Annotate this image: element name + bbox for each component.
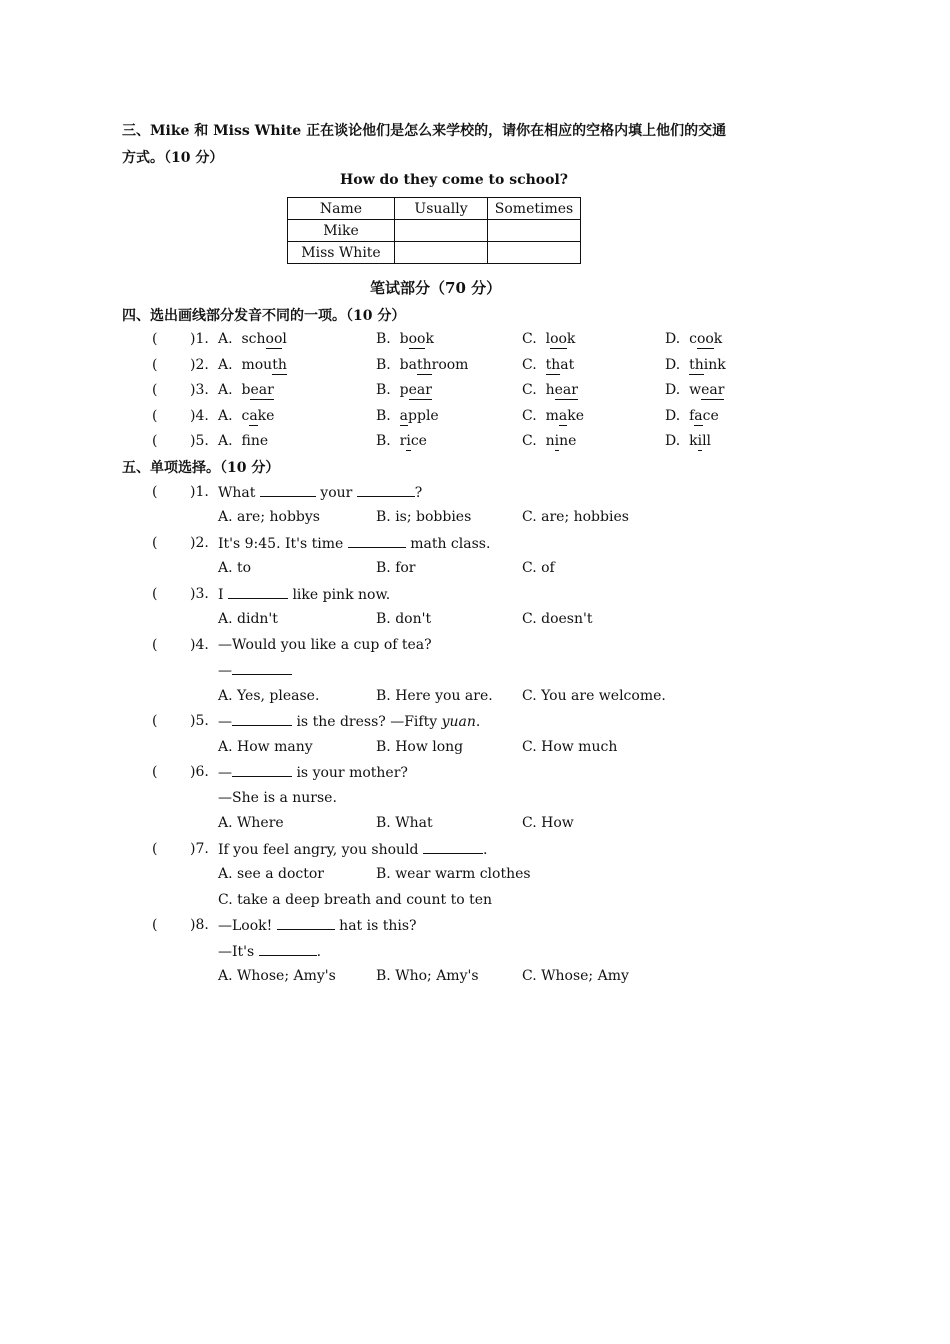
column-header-sometimes: Sometimes [488, 198, 581, 220]
table-header-row [288, 198, 581, 220]
option-c: C. hear [522, 382, 578, 398]
blank [232, 662, 292, 675]
option-c: C. Whose; Amy [522, 968, 629, 984]
option-b: B. wear warm clothes [376, 866, 531, 882]
option-b: B. bathroom [376, 356, 469, 373]
question-number: )4. [190, 407, 209, 424]
option-a: A. to [218, 560, 252, 576]
answer-cell[interactable] [395, 242, 488, 264]
blank [232, 713, 292, 726]
option-c: C. are; hobbies [522, 509, 629, 525]
option-a: A. are; hobbys [218, 509, 320, 525]
option-b: B. How long [376, 739, 464, 755]
blank [348, 535, 406, 548]
question-number: )2. [190, 535, 209, 551]
blank [228, 586, 288, 599]
option-b: B. book [376, 331, 434, 347]
option-c: C. look [522, 331, 576, 347]
response-line: —She is a nurse. [218, 790, 337, 806]
table-row [288, 220, 581, 242]
question-number: )1. [190, 484, 209, 500]
option-b: B. don't [376, 611, 432, 627]
option-b: B. rice [376, 433, 427, 449]
question-text: I like pink now. [218, 587, 391, 603]
blank [259, 943, 317, 956]
option-a: A. Where [218, 815, 284, 831]
answer-paren[interactable]: ( [152, 407, 158, 424]
option-b: B. Who; Amy's [376, 968, 479, 984]
option-a: A. bear [218, 382, 274, 398]
underlined-part: a [558, 407, 568, 424]
underlined-part: oo [550, 331, 567, 347]
underlined-part: oo [696, 331, 714, 347]
option-a: A. cake [218, 407, 275, 424]
option-d: D. wear [665, 382, 725, 398]
question-number: )1. [190, 331, 209, 347]
underlined-part: i [697, 433, 703, 449]
underlined-part: th [689, 356, 704, 373]
option-d: D. think [665, 356, 726, 373]
answer-paren[interactable]: ( [152, 637, 158, 653]
answer-paren[interactable]: ( [152, 535, 158, 551]
option-b: B. for [376, 560, 416, 576]
answer-paren[interactable]: ( [152, 484, 158, 500]
written-part-title: 笔试部分（70 分） [370, 279, 502, 297]
option-c: C. of [522, 560, 555, 576]
underlined-part: oo [265, 331, 283, 347]
underlined-part: i [554, 433, 560, 449]
underlined-part: ear [408, 382, 432, 398]
option-a: A. mouth [218, 356, 287, 373]
question-number: )5. [190, 713, 209, 729]
section3-header-line2: 方式。（10 分） [122, 150, 224, 166]
question-number: )4. [190, 637, 209, 653]
table-row [288, 242, 581, 264]
option-b: B. apple [376, 407, 439, 424]
response-line: — [218, 662, 292, 679]
question-number: )5. [190, 433, 209, 449]
column-header-name: Name [288, 198, 395, 220]
transport-table [287, 197, 581, 264]
answer-paren[interactable]: ( [152, 841, 158, 857]
answer-paren[interactable]: ( [152, 917, 158, 933]
question-number: )8. [190, 917, 209, 933]
underlined-part: ear [701, 382, 725, 398]
option-c: C. You are welcome. [522, 688, 666, 704]
option-b: B. What [376, 815, 433, 831]
underlined-part: ear [250, 382, 274, 398]
underlined-part: a [249, 407, 258, 424]
blank [277, 917, 335, 930]
question-number: )2. [190, 356, 209, 373]
answer-paren[interactable]: ( [152, 433, 158, 449]
underlined-part: ear [554, 382, 578, 398]
response-line: —It's . [218, 944, 322, 960]
option-d: D. face [665, 407, 719, 424]
column-header-usually: Usually [395, 198, 488, 220]
underlined-part: a [694, 407, 703, 424]
option-d: D. kill [665, 433, 712, 449]
option-b: B. is; bobbies [376, 509, 472, 525]
answer-paren[interactable]: ( [152, 356, 158, 373]
blank [260, 484, 316, 497]
section4-header: 四、选出画线部分发音不同的一项。（10 分） [122, 308, 406, 324]
question-number: )6. [190, 764, 209, 780]
option-c: C. nine [522, 433, 577, 449]
answer-paren[interactable]: ( [152, 764, 158, 780]
question-text: —Look! hat is this? [218, 918, 417, 934]
section3-header-line1: 三、Mike 和 Miss White 正在谈论他们是怎么来学校的，请你在相应的空格内填上他们的交通 [122, 123, 727, 139]
option-c: C. take a deep breath and count to ten [218, 892, 493, 908]
question-text: What your ? [218, 485, 423, 501]
option-c: C. doesn't [522, 611, 593, 627]
answer-paren[interactable]: ( [152, 713, 158, 729]
option-c: C. make [522, 407, 584, 424]
question-text: —Would you like a cup of tea? [218, 637, 432, 653]
option-d: D. cook [665, 331, 723, 347]
underlined-part: i [406, 433, 411, 449]
underlined-part: th [416, 356, 432, 373]
underlined-part: th [272, 356, 287, 373]
option-a: A. see a doctor [218, 866, 324, 882]
blank [232, 764, 292, 777]
option-c: C. How [522, 815, 574, 831]
underlined-part: oo [408, 331, 426, 347]
blank [423, 841, 483, 854]
answer-paren[interactable]: ( [152, 382, 158, 398]
answer-cell[interactable] [488, 220, 581, 242]
question-number: )3. [190, 586, 209, 602]
option-a: A. Whose; Amy's [218, 968, 336, 984]
option-b: B. pear [376, 382, 432, 398]
section5-header: 五、单项选择。（10 分） [122, 460, 280, 476]
answer-paren[interactable]: ( [152, 331, 158, 347]
option-a: A. How many [218, 739, 313, 755]
blank [357, 484, 415, 497]
option-a: A. didn't [218, 611, 278, 627]
question-text: — is the dress? —Fifty yuan. [218, 714, 481, 730]
question-text: It's 9:45. It's time math class. [218, 536, 491, 552]
option-c: C. How much [522, 739, 618, 755]
option-c: C. that [522, 356, 575, 373]
question-text: If you feel angry, you should . [218, 842, 488, 858]
answer-paren[interactable]: ( [152, 586, 158, 602]
row-name-miss-white: Miss White [288, 242, 395, 264]
underlined-part: th [545, 356, 561, 373]
question-number: )7. [190, 841, 209, 857]
answer-cell[interactable] [488, 242, 581, 264]
question-text: — is your mother? [218, 765, 408, 781]
answer-cell[interactable] [395, 220, 488, 242]
option-a: A. fne [218, 433, 269, 449]
option-a: A. school [218, 331, 287, 347]
option-a: A. Yes, please. [218, 688, 320, 704]
option-b: B. Here you are. [376, 688, 493, 704]
question-number: )3. [190, 382, 209, 398]
table-title: How do they come to school? [340, 172, 568, 188]
row-name-mike: Mike [288, 220, 395, 242]
underlined-part: a [399, 407, 409, 424]
